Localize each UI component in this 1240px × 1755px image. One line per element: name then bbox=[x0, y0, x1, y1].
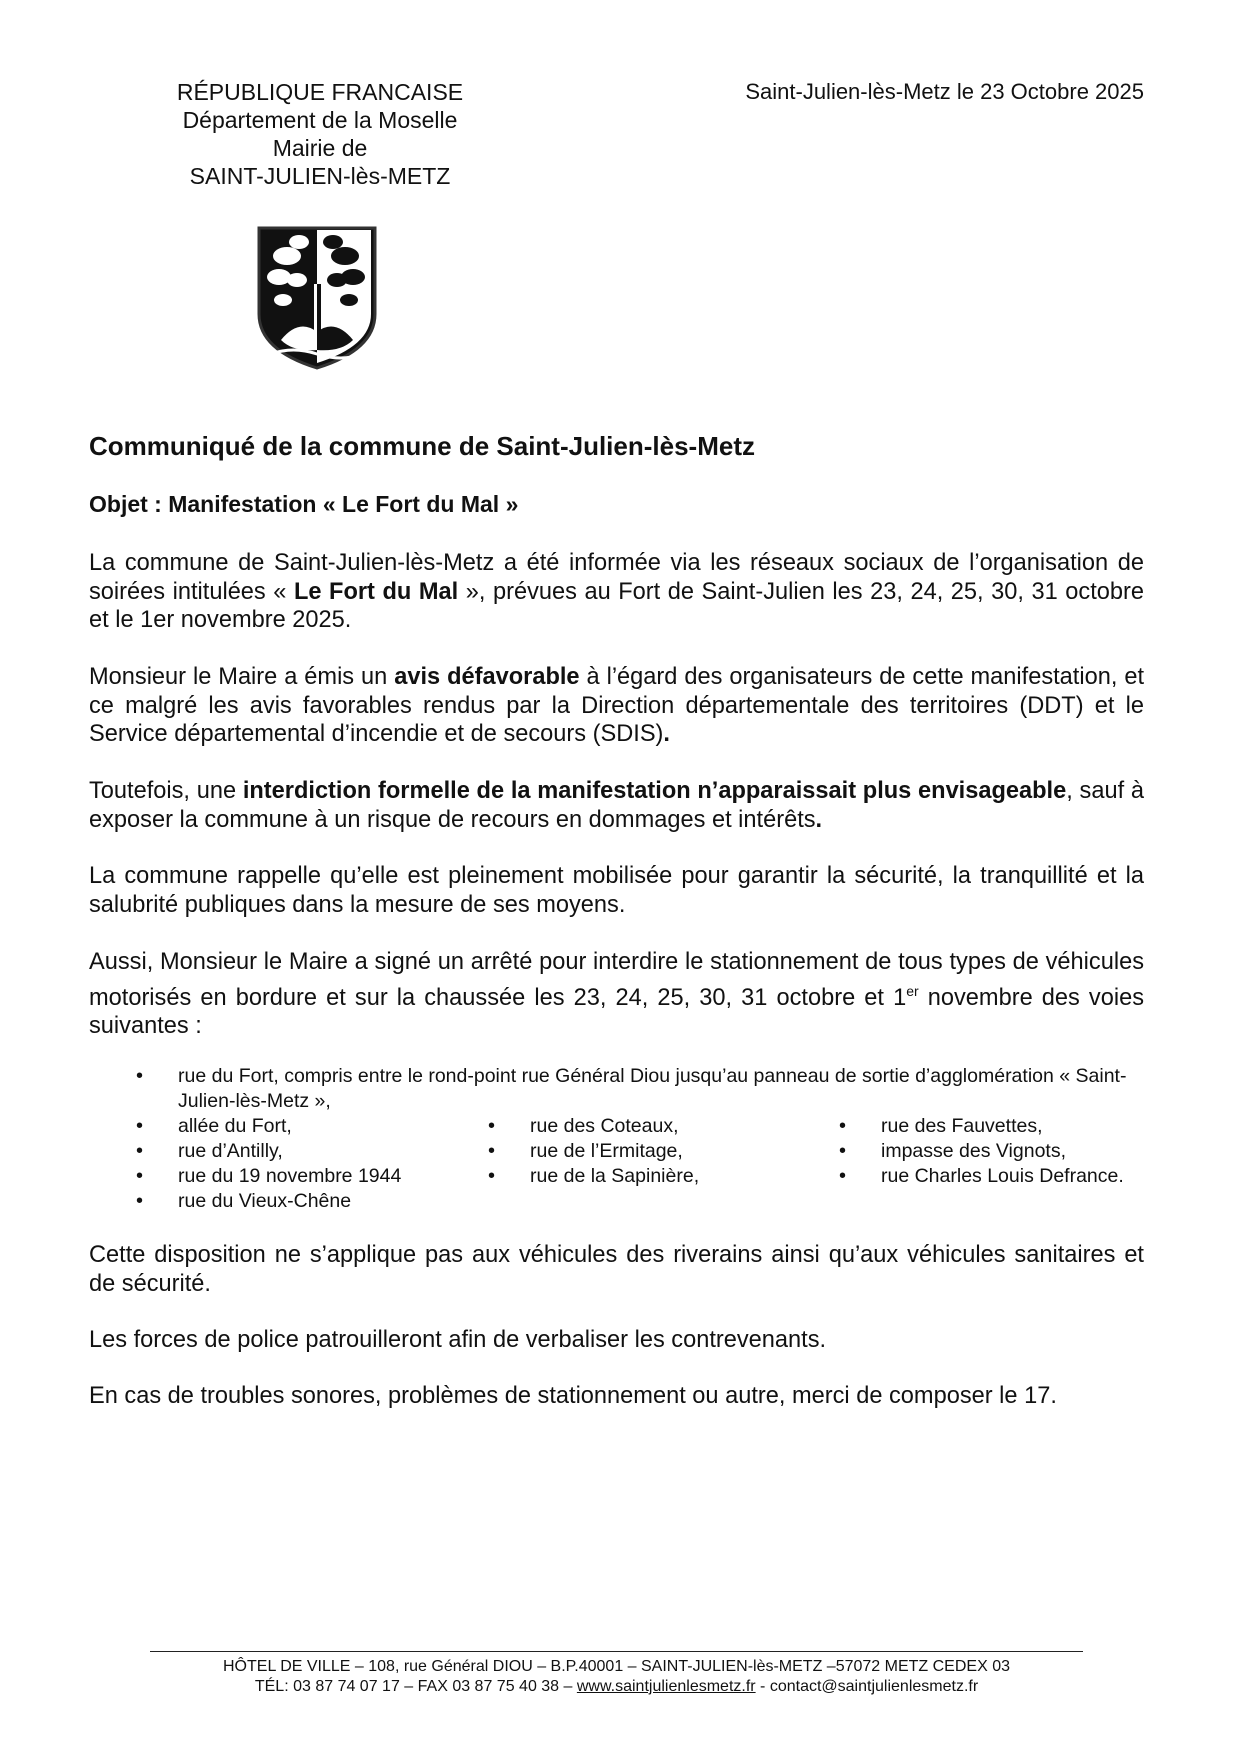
bullet-icon: • bbox=[839, 1140, 847, 1162]
p1-text-c: », prévues au Fort de Saint-Julien les 23, 24, 25, 30, 31 octobre et le 1er novembre 2025. bbox=[89, 578, 1145, 634]
list-item bbox=[488, 1114, 679, 1139]
street-name: rue de la Sapinière, bbox=[530, 1165, 700, 1187]
letterhead-line-4: SAINT-JULIEN-lès-METZ bbox=[189, 163, 451, 189]
bullet-icon: • bbox=[488, 1165, 496, 1187]
paragraph-parking-order bbox=[89, 948, 1144, 1041]
bullet-icon: • bbox=[136, 1115, 144, 1137]
document-date: Saint-Julien-lès-Metz le 23 Octobre 2025 bbox=[745, 79, 1144, 104]
footer-phone-fax: TÉL: 03 87 74 07 17 – FAX 03 87 75 40 38 – bbox=[254, 1678, 577, 1695]
letterhead-line-2: Département de la Moselle bbox=[182, 107, 458, 133]
footer bbox=[150, 1657, 1083, 1697]
paragraph-exemptions: Cette disposition ne s’applique pas aux véhicules des riverains ainsi qu’aux véhicules sanitaires et de sécurité. bbox=[89, 1242, 1144, 1297]
bullet-icon: • bbox=[136, 1165, 144, 1187]
paragraph-prohibition bbox=[89, 777, 1144, 834]
bullet-icon: • bbox=[136, 1190, 144, 1212]
street-row bbox=[136, 1164, 1146, 1189]
street-row bbox=[136, 1139, 1146, 1164]
p5-superscript: er bbox=[906, 982, 919, 999]
subject-line: Objet : Manifestation « Le Fort du Mal » bbox=[89, 491, 519, 517]
list-item bbox=[136, 1189, 351, 1214]
street-name: allée du Fort, bbox=[178, 1115, 292, 1137]
paragraph-information bbox=[89, 549, 1144, 635]
letterhead bbox=[140, 78, 500, 190]
p1-event-name: Le Fort du Mal bbox=[293, 578, 459, 605]
p5-text-a: Aussi, Monsieur le Maire a signé un arrêté pour interdire le stationnement de tous types de véhicules motorisés en bordure et sur la chaussée les 23, 24, 25, 30, 31 octobre et 1 bbox=[89, 949, 1144, 1011]
p3-text-a: Toutefois, une bbox=[89, 778, 243, 804]
footer-separator: - bbox=[755, 1678, 770, 1695]
list-item bbox=[136, 1139, 283, 1164]
street-name: impasse des Vignots, bbox=[881, 1140, 1066, 1162]
footer-contact-line bbox=[150, 1677, 1083, 1697]
p3-formal-prohibition: interdiction formelle de la manifestation n’apparaissait plus envisageable bbox=[242, 778, 1067, 804]
p5-text-b: novembre des voies suivantes : bbox=[89, 984, 1145, 1040]
p2-unfavorable-opinion: avis défavorable bbox=[394, 664, 580, 690]
street-row bbox=[136, 1189, 1146, 1214]
p1-text-a: La commune de Saint-Julien-lès-Metz a été informée via les réseaux sociaux de l’organisation de soirées intitulées « bbox=[89, 550, 1144, 605]
p2-period: . bbox=[663, 721, 670, 748]
bullet-icon: • bbox=[136, 1140, 144, 1162]
footer-divider bbox=[150, 1651, 1083, 1652]
bullet-icon: • bbox=[136, 1065, 144, 1087]
footer-address: HÔTEL DE VILLE – 108, rue Général DIOU – B.P.40001 – SAINT-JULIEN-lès-METZ –57072 METZ CEDEX 03 bbox=[223, 1658, 1010, 1675]
street-name: rue des Fauvettes, bbox=[881, 1115, 1043, 1137]
list-item bbox=[136, 1064, 1146, 1114]
list-item bbox=[488, 1164, 699, 1189]
letterhead-line-1: RÉPUBLIQUE FRANCAISE bbox=[176, 79, 464, 105]
street-name: rue Charles Louis Defrance. bbox=[881, 1165, 1124, 1187]
street-name: rue du Fort, compris entre le rond-point rue Général Diou jusqu’au panneau de sortie d’agglomération « Saint-Julien-lès-Metz », bbox=[178, 1065, 1127, 1112]
bullet-icon: • bbox=[488, 1140, 496, 1162]
street-name: rue du 19 novembre 1944 bbox=[178, 1165, 402, 1187]
page-title: Communiqué de la commune de Saint-Julien-lès-Metz bbox=[89, 431, 755, 461]
paragraph-contact-17: En cas de troubles sonores, problèmes de stationnement ou autre, merci de composer le 17. bbox=[89, 1383, 1057, 1409]
street-name: rue des Coteaux, bbox=[530, 1115, 679, 1137]
email-address[interactable]: contact@saintjulienlesmetz.fr bbox=[769, 1678, 979, 1695]
street-name: rue de l’Ermitage, bbox=[530, 1140, 683, 1162]
coat-of-arms-icon bbox=[253, 222, 381, 372]
list-item bbox=[136, 1114, 292, 1139]
bullet-icon: • bbox=[488, 1115, 496, 1137]
paragraph-mayor-opinion bbox=[89, 663, 1144, 749]
p3-period: . bbox=[815, 806, 823, 833]
paragraph-mobilization: La commune rappelle qu’elle est pleinement mobilisée pour garantir la sécurité, la tranquillité et la salubrité publiques dans la mesure de ses moyens. bbox=[89, 863, 1144, 918]
list-item bbox=[839, 1114, 1043, 1139]
p3-text-c: , sauf à exposer la commune à un risque de recours en dommages et intérêts bbox=[89, 778, 1144, 833]
street-row bbox=[136, 1114, 1146, 1139]
paragraph-police: Les forces de police patrouilleront afin de verbaliser les contrevenants. bbox=[89, 1327, 827, 1353]
coat-of-arms-drawing bbox=[253, 222, 381, 372]
bullet-icon: • bbox=[839, 1165, 847, 1187]
letterhead-line-3: Mairie de bbox=[272, 135, 368, 161]
list-item bbox=[839, 1164, 1124, 1189]
website-link[interactable]: www.saintjulienlesmetz.fr bbox=[576, 1678, 756, 1695]
list-item bbox=[136, 1164, 401, 1189]
list-item bbox=[488, 1139, 683, 1164]
p2-text-c: à l’égard des organisateurs de cette manifestation, et ce malgré les avis favorables rendus par la Direction départementale des territoires (DDT) et le Service départemental d’incendie et de secours (SDIS) bbox=[89, 664, 1145, 748]
p2-text-a: Monsieur le Maire a émis un bbox=[89, 664, 395, 690]
street-name: rue d’Antilly, bbox=[178, 1140, 283, 1162]
list-item bbox=[839, 1139, 1066, 1164]
street-list bbox=[136, 1064, 1146, 1214]
street-name: rue du Vieux-Chêne bbox=[178, 1190, 352, 1212]
bullet-icon: • bbox=[839, 1115, 847, 1137]
